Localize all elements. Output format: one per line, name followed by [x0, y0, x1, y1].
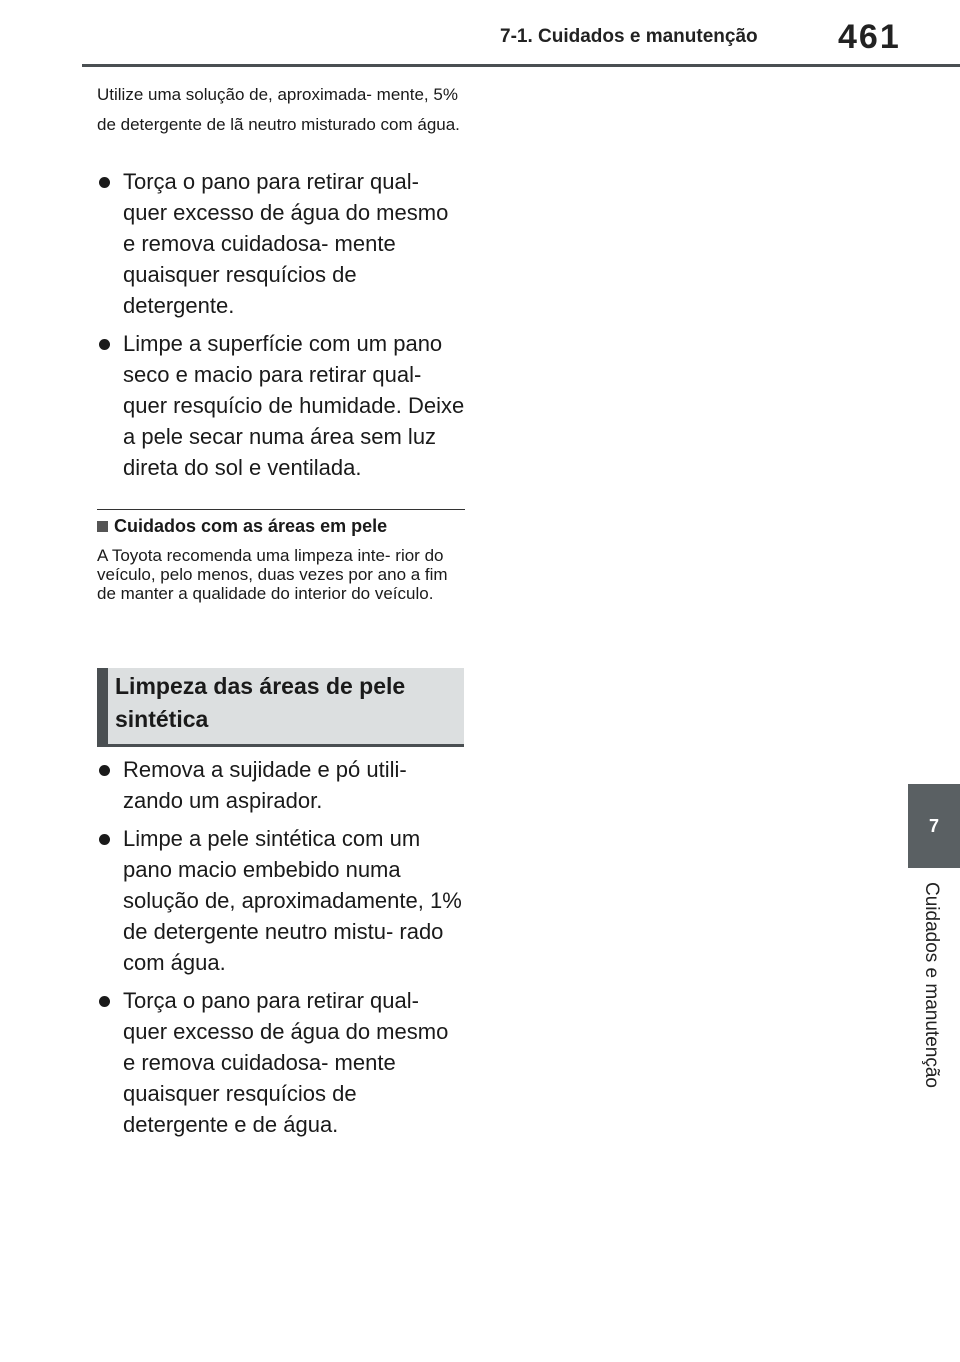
chapter-tab[interactable]	[908, 784, 960, 868]
section-heading-accent	[97, 668, 108, 744]
page-number: 461	[838, 18, 901, 56]
bullet-list-bottom	[97, 754, 465, 1147]
intro-paragraph: Utilize uma solução de, aproximada- mente, 5% de detergente de lã neutro misturado com água.	[97, 85, 460, 134]
header-divider	[82, 64, 960, 67]
list-item-text: Limpe a superfície com um pano seco e macio para retirar qual- quer resquício de humidade. Deixe a pele secar numa área sem luz direta do sol e ventilada.	[123, 331, 465, 480]
bullet-dot-icon	[99, 765, 110, 776]
subsection-heading	[97, 516, 387, 537]
list-item	[97, 754, 465, 816]
list-item-text: Torça o pano para retirar qual- quer excesso de água do mesmo e remova cuidadosa- mente quaisquer resquícios de detergente.	[123, 169, 449, 318]
list-item	[97, 328, 465, 483]
subsection-paragraph: A Toyota recomenda uma limpeza inte- rior do veículo, pelo menos, duas vezes por ano a fim de manter a qualidade do interior do veículo.	[97, 546, 448, 603]
chapter-number: 7	[928, 815, 939, 836]
bullet-dot-icon	[99, 177, 110, 188]
list-item	[97, 823, 465, 978]
bullet-dot-icon	[99, 339, 110, 350]
list-item-text: Torça o pano para retirar qual- quer excesso de água do mesmo e remova cuidadosa- mente quaisquer resquícios de detergente e de água.	[123, 988, 449, 1137]
list-item-text: Limpe a pele sintética com um pano macio embebido numa solução de, aproximadamente, 1% de detergente neutro mistu- rado com água.	[123, 826, 462, 975]
chapter-label: Cuidados e manutenção	[921, 882, 942, 1088]
subsection-title: Cuidados com as áreas em pele	[114, 516, 388, 536]
list-item	[97, 985, 465, 1140]
bullet-list-top	[97, 166, 465, 490]
bullet-dot-icon	[99, 834, 110, 845]
list-item	[97, 166, 465, 321]
square-bullet-icon	[97, 521, 108, 532]
section-header-title: 7-1. Cuidados e manutenção	[500, 26, 758, 47]
section-heading-box	[97, 668, 464, 747]
bullet-dot-icon	[99, 996, 110, 1007]
section-title: Limpeza das áreas de pele sintética	[115, 673, 406, 732]
subsection-divider	[97, 509, 465, 510]
list-item-text: Remova a sujidade e pó utili- zando um aspirador.	[123, 757, 407, 813]
